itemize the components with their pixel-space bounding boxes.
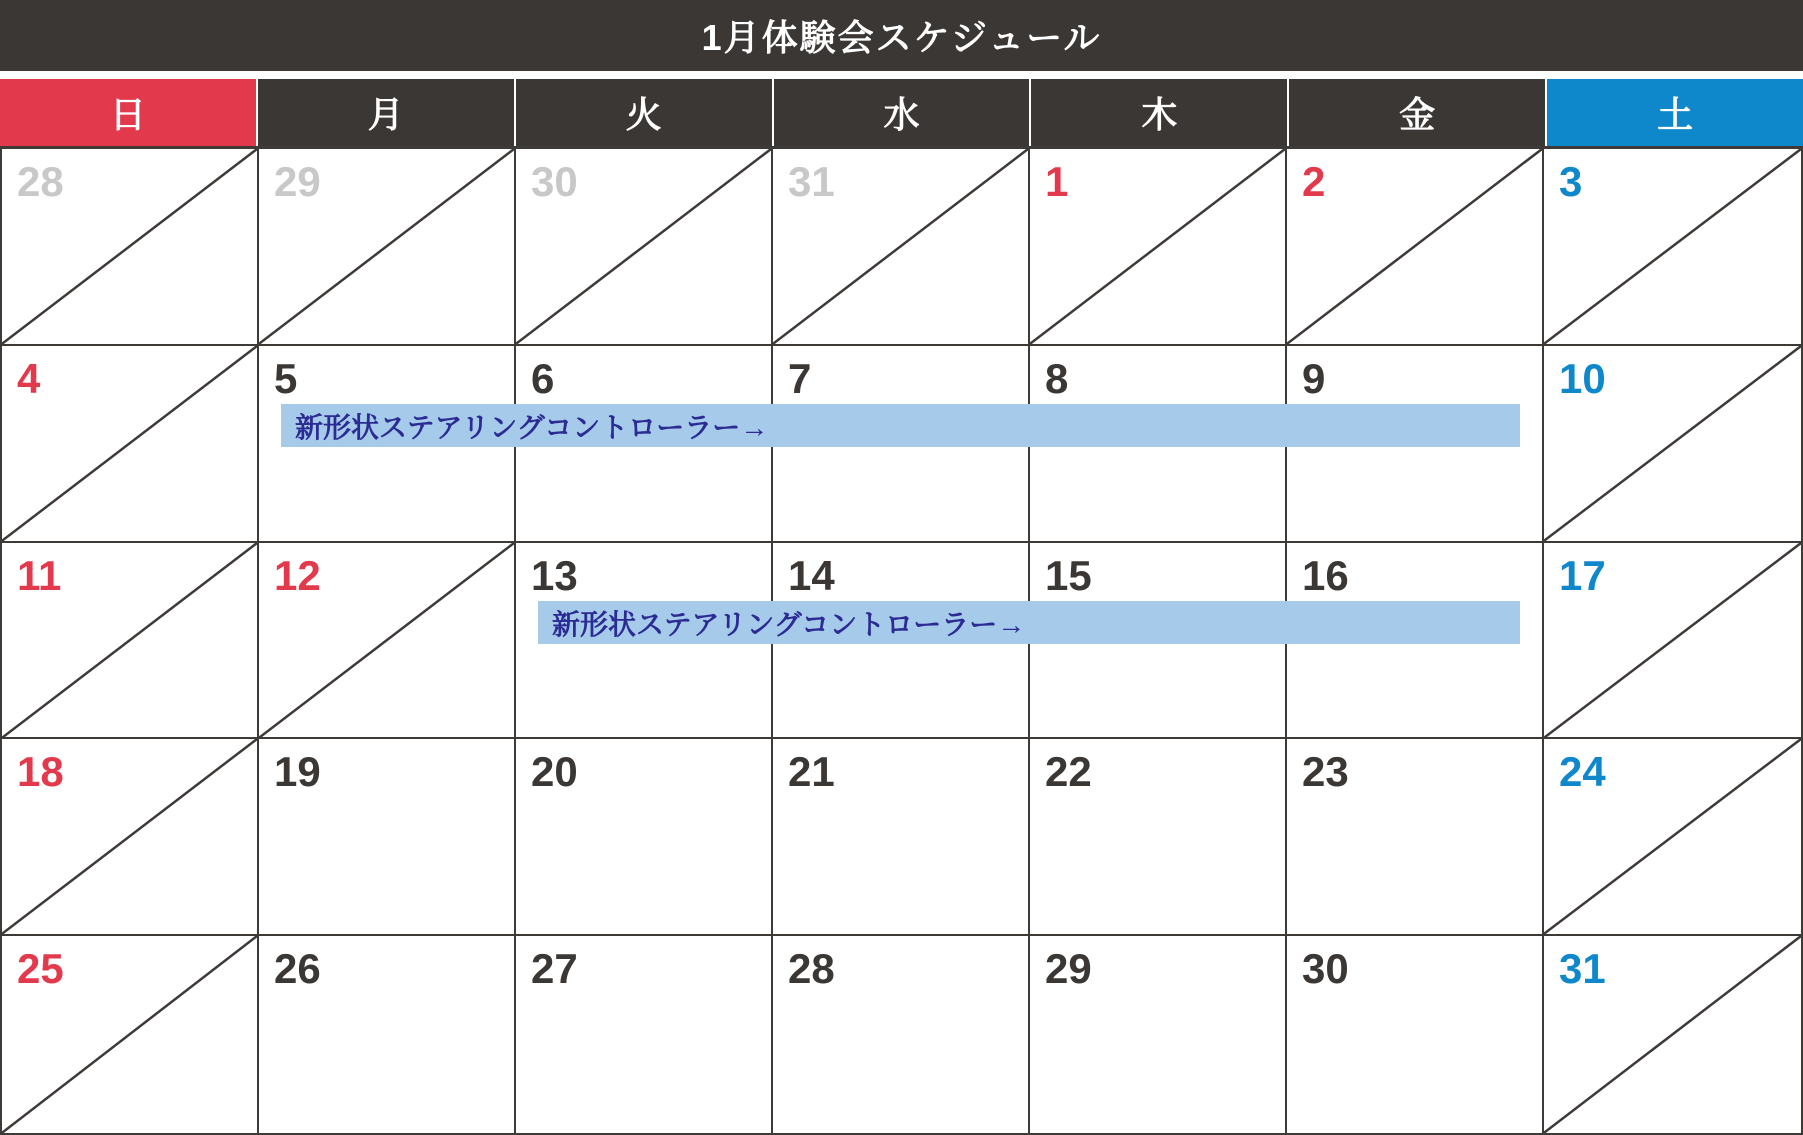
weekday-label: 火 [625,94,662,135]
weekday-label: 木 [1141,94,1178,135]
day-number: 7 [788,354,812,402]
weekday-header-cell [1031,79,1287,146]
day-number: 29 [1045,945,1092,993]
day-number: 22 [1045,748,1092,796]
calendar-cell [2,739,259,936]
day-number: 31 [788,158,835,205]
day-number: 1 [1045,158,1069,205]
day-number: 30 [531,158,578,205]
day-number: 28 [788,945,835,993]
day-number: 20 [531,748,578,796]
calendar-cell [259,936,516,1133]
calendar-cell [1287,149,1544,346]
day-number: 31 [1559,945,1606,993]
calendar-title-bar [0,0,1803,71]
day-number: 9 [1302,354,1326,402]
calendar-grid [0,146,1803,1135]
day-number: 27 [531,945,578,993]
weekday-header-cell [516,79,772,146]
day-number: 21 [788,748,835,796]
calendar-cell [1030,739,1287,936]
day-number: 17 [1559,551,1606,599]
calendar-cell [516,739,773,936]
calendar-cell [1287,739,1544,936]
diagonal-strike-line [1544,149,1801,344]
weekday-label: 土 [1657,94,1694,135]
calendar-cell [773,149,1030,346]
weekday-label: 金 [1399,94,1436,135]
calendar-cell [516,149,773,346]
event-label: 新形状ステアリングコントローラー→ [295,411,769,443]
calendar-cell [1030,149,1287,346]
day-number: 3 [1559,158,1583,205]
calendar-cell [1544,149,1801,346]
calendar-cell [259,149,516,346]
calendar-cell [2,346,259,543]
day-number: 25 [17,945,64,993]
weekday-header-cell [1547,79,1803,146]
day-number: 18 [17,748,64,796]
day-number: 29 [274,158,321,205]
weekday-header-row [0,79,1803,146]
day-number: 15 [1045,551,1092,599]
day-number: 23 [1302,748,1349,796]
weekday-label: 水 [883,94,920,135]
day-number: 26 [274,945,321,993]
calendar-cell [1544,346,1801,543]
calendar-cell [259,543,516,740]
day-number: 4 [17,354,41,402]
calendar-cell [773,936,1030,1133]
day-number: 24 [1559,748,1606,796]
calendar-cell [1287,936,1544,1133]
page-title: 1月体験会スケジュール [701,17,1102,58]
day-number: 8 [1045,354,1069,402]
day-number: 12 [274,551,321,599]
day-number: 30 [1302,945,1349,993]
calendar-cell [1030,936,1287,1133]
weekday-header-cell [258,79,514,146]
weekday-header-cell [0,79,256,146]
day-number: 14 [788,551,835,599]
calendar-cell [773,739,1030,936]
calendar-cell [2,149,259,346]
calendar-cell [259,739,516,936]
weekday-label: 日 [109,94,146,135]
calendar-cell [516,936,773,1133]
event-bar [538,601,1520,644]
weekday-header-cell [1289,79,1545,146]
calendar-cell [2,543,259,740]
day-number: 11 [17,551,62,599]
day-number: 28 [17,158,64,205]
weekday-header-cell [774,79,1030,146]
calendar-cell [2,936,259,1133]
event-label: 新形状ステアリングコントローラー→ [552,608,1026,640]
weekday-label: 月 [367,94,404,135]
event-bar [281,404,1520,447]
calendar-cell [1544,543,1801,740]
day-number: 13 [531,551,578,599]
calendar-cell [1544,739,1801,936]
day-number: 16 [1302,551,1349,599]
day-number: 6 [531,354,555,402]
day-number: 10 [1559,354,1606,402]
day-number: 19 [274,748,321,796]
calendar-cell [1544,936,1801,1133]
day-number: 2 [1302,158,1326,205]
day-number: 5 [274,354,298,402]
